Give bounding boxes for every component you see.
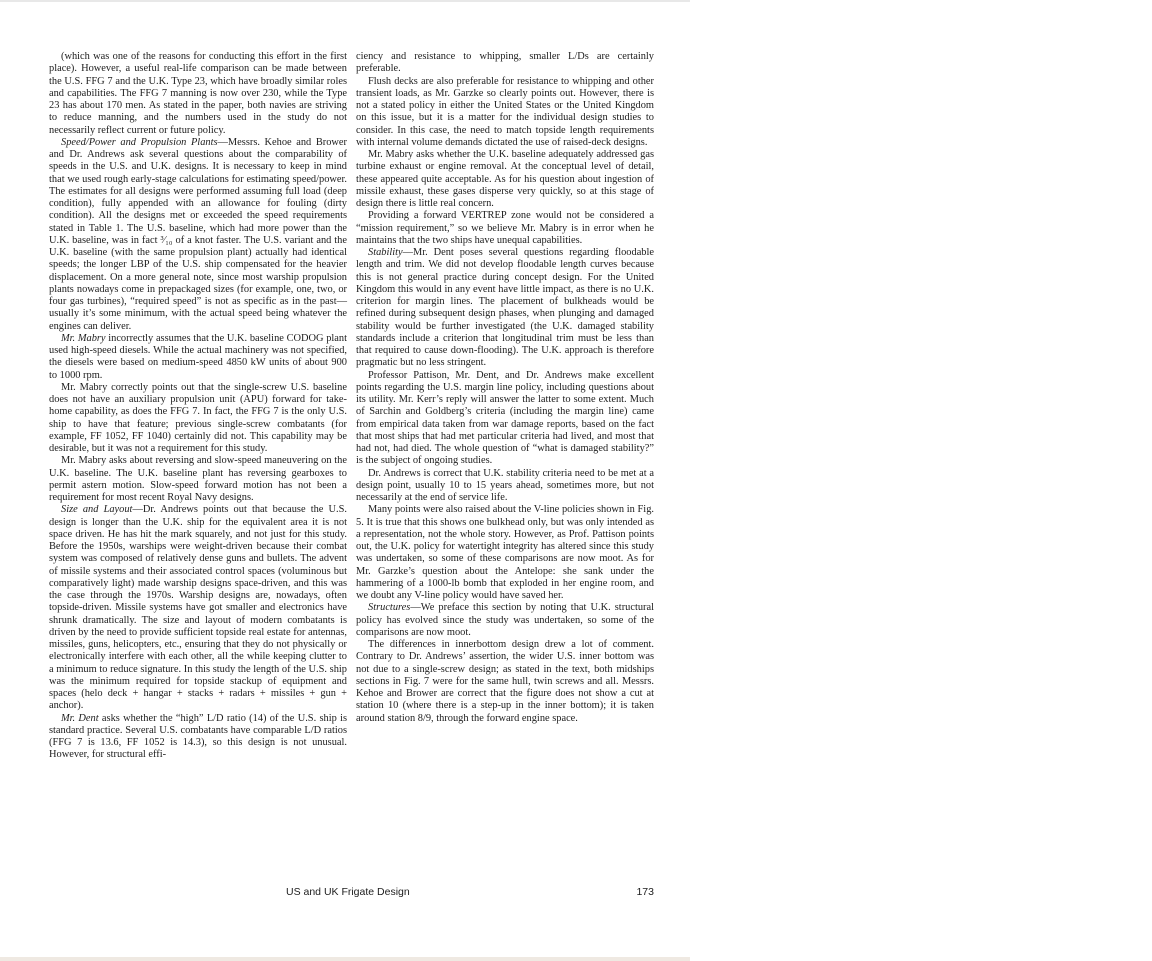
paragraph: Mr. Mabry correctly points out that the single-screw U.S. baseline does not have an auxiliary propulsion unit (APU) forward for take-home capability, as does the FFG 7. In fact, the FFG 7 is the only U.S. ship to have that feature; previous single-screw combatants (for example, FF 1052, FF 1040) certainly did not. This capability may be desirable, but it was not a requirement for this study. xyxy=(49,381,347,454)
page-footer xyxy=(49,886,654,900)
person-name: Mr. Mabry xyxy=(61,332,106,344)
section-lead: Speed/Power and Propulsion Plants xyxy=(61,136,218,148)
section-lead: Structures xyxy=(368,602,411,614)
paragraph: Mr. Mabry asks about reversing and slow-speed maneuvering on the U.K. baseline. The U.K. baseline plant has reversing gearboxes to permit astern motion. Slow-speed forward motion has not been a requirement for most recent Royal Navy designs. xyxy=(49,455,347,503)
paragraph: Structures—We preface this section by noting that U.K. structural policy has evolved since the study was undertaken, so some of the comparisons are now moot. xyxy=(356,602,654,638)
page-number: 173 xyxy=(636,886,654,898)
section-lead: Stability xyxy=(368,247,403,258)
person-name: Mr. Dent xyxy=(61,712,99,724)
section-lead: Size and Layout xyxy=(61,504,133,516)
paragraph: Many points were also raised about the V-line policies shown in Fig. 5. It is true that this shows one bulkhead only, but was only intended as a representation, not the whole story. However, as Prof. Pattison points out, the U.K. policy for watertight integrity has altered since this study was undertaken, so some of these comparisons are now moot. As for Mr. Garzke’s question about the Antelope: she sank under the hammering of a 1000-lb bomb that exploded in her engine room, and we doubt any V-line policy would have saved her. xyxy=(356,504,654,601)
running-title: US and UK Frigate Design xyxy=(286,886,410,898)
paragraph: The differences in innerbottom design drew a lot of comment. Contrary to Dr. Andrews’ assertion, the wider U.S. inner bottom was not due to a single-screw design; as stated in the text, both midships sections in Fig. 7 were for the same hull, twin screws and all. Messrs. Kehoe and Brower are correct that the figure does not show a cut at station 10 (where there is a step-up in the inner bottom); it is taken around station 8/9, through the forward engine space. xyxy=(356,639,654,724)
paragraph: Mr. Mabry asks whether the U.K. baseline adequately addressed gas turbine exhaust or engine removal. At the conceptual level of detail, these appeared quite acceptable. As for his question about ingestion of missile exhaust, these gases disperse very quickly, so at this stage of design there is little real concern. xyxy=(356,149,654,209)
paragraph: Mr. Mabry incorrectly assumes that the U.K. baseline CODOG plant used high-speed diesels. While the actual machinery was not specified, the diesels were based on medium-speed 4850 kW units of about 900 to 1000 rpm. xyxy=(49,332,347,381)
paragraph: Mr. Dent asks whether the “high” L/D ratio (14) of the U.S. ship is standard practice. Several U.S. combatants have comparable L/D ratios (FFG 7 is 13.6, FF 1052 is 14.3), so this design is not unusual. However, for structural effi- xyxy=(49,712,347,761)
right-text-column xyxy=(356,51,654,725)
page-top-edge xyxy=(0,0,690,2)
paragraph: Professor Pattison, Mr. Dent, and Dr. Andrews make excellent points regarding the U.S. margin line policy, including questions about its utility. Mr. Kerr’s reply will answer the latter to some extent. Much of Sarchin and Goldberg’s criteria (including the margin line) came from empirical data taken from war damage reports, based on the fact that most ships that had met particular criteria had lived, and most that had not, had died. The whole question of “what is damaged stability?” is the subject of ongoing studies. xyxy=(356,369,654,467)
left-text-column xyxy=(49,51,347,762)
paragraph: Flush decks are also preferable for resistance to whipping and other transient loads, as Mr. Garzke so clearly points out. However, there is not a stated policy in either the United States or the United Kingdom on this issue, but it is a matter for the individual design studies to consider. In this case, the need to match topside length requirements with internal volume demands dictated the use of raised-deck designs. xyxy=(356,75,654,148)
paragraph: ciency and resistance to whipping, smaller L/Ds are certainly preferable. xyxy=(356,51,654,75)
paragraph: Providing a forward VERTREP zone would not be considered a “mission requirement,” so we believe Mr. Mabry is in error when he maintains that the two ships have unequal capabilities. xyxy=(356,210,654,246)
paragraph: Speed/Power and Propulsion Plants—Messrs. Kehoe and Brower and Dr. Andrews ask several questions about the comparability of speeds in the U.S. and U.K. designs. It is necessary to keep in mind that we used rough early-stage calculations for estimating speed/power. The estimates for all designs were performed assuming full load (deep condition), fully appended with an allowance for fouling (dirty condition). All the designs met or exceeded the speed requirements stated in Table 1. The U.S. baseline, which had more power than the U.K. baseline, was in fact ³⁄₁₀ of a knot faster. The U.S. variant and the U.K. baseline (with the same propulsion plant) actually had identical speeds; the longer LBP of the U.S. ship compensated for the heavier displacement. On a more general note, since most warship propulsion plants nowadays come in prepackaged sizes (for example, one, two, or four gas turbines), “required speed” is not as specific as in the past—usually it’s some minimum, with the actual speed being whatever the engines can deliver. xyxy=(49,136,347,332)
paragraph: Stability—Mr. Dent poses several questions regarding floodable length and trim. We did not develop floodable length curves because this is not general practice during concept design. For the United Kingdom this would in any event have little impact, as there is no U.K. criterion for margin lines. The placement of bulkheads would be refined during subsequent design phases, when plunging and damaged stability would be further investigated (the U.K. damaged stability standards include a criterion that longitudinal trim must be less than that required to cause down-flooding). The U.K. approach is therefore pragmatic but no less stringent. xyxy=(356,247,654,369)
page-bottom-edge xyxy=(0,957,690,961)
paragraph: Size and Layout—Dr. Andrews points out that because the U.S. design is longer than the U.K. ship for the equivalent area it is not space driven. He has hit the mark squarely, and not just for this study. Before the 1950s, warships were weight-driven because their combat system was composed of relatively dense guns and bullets. The advent of missile systems and their associated control spaces (voluminous but comparatively light) made warship designs space-driven, and this was the case through the 1970s. Warship designs are, nowadays, often topside-driven. Missile systems have got smaller and electronics have shrunk dramatically. The size and layout of modern combatants is driven by the need to provide sufficient topside real estate for antennas, missiles, guns, helicopters, etc., ensuring that they do not physically or electronically interfere with each other, all the while keeping clutter to a minimum to reduce signature. In this study the length of the U.S. ship was the minimum required for topside stackup of equipment and spaces (helo deck + hangar + stacks + radars + missiles + gun + anchor). xyxy=(49,504,347,712)
paragraph: (which was one of the reasons for conducting this effort in the first place). However, a useful real-life comparison can be made between the U.S. FFG 7 and the U.K. Type 23, which have broadly similar roles and capabilities. The FFG 7 manning is now over 230, while the Type 23 has about 170 men. As stated in the paper, both navies are striving to reduce manning, and the numbers used in the study do not necessarily reflect current or future policy. xyxy=(49,51,347,136)
paragraph: Dr. Andrews is correct that U.K. stability criteria need to be met at a design point, usually 10 to 15 years ahead, sometimes more, but not necessarily at the end of service life. xyxy=(356,467,654,503)
